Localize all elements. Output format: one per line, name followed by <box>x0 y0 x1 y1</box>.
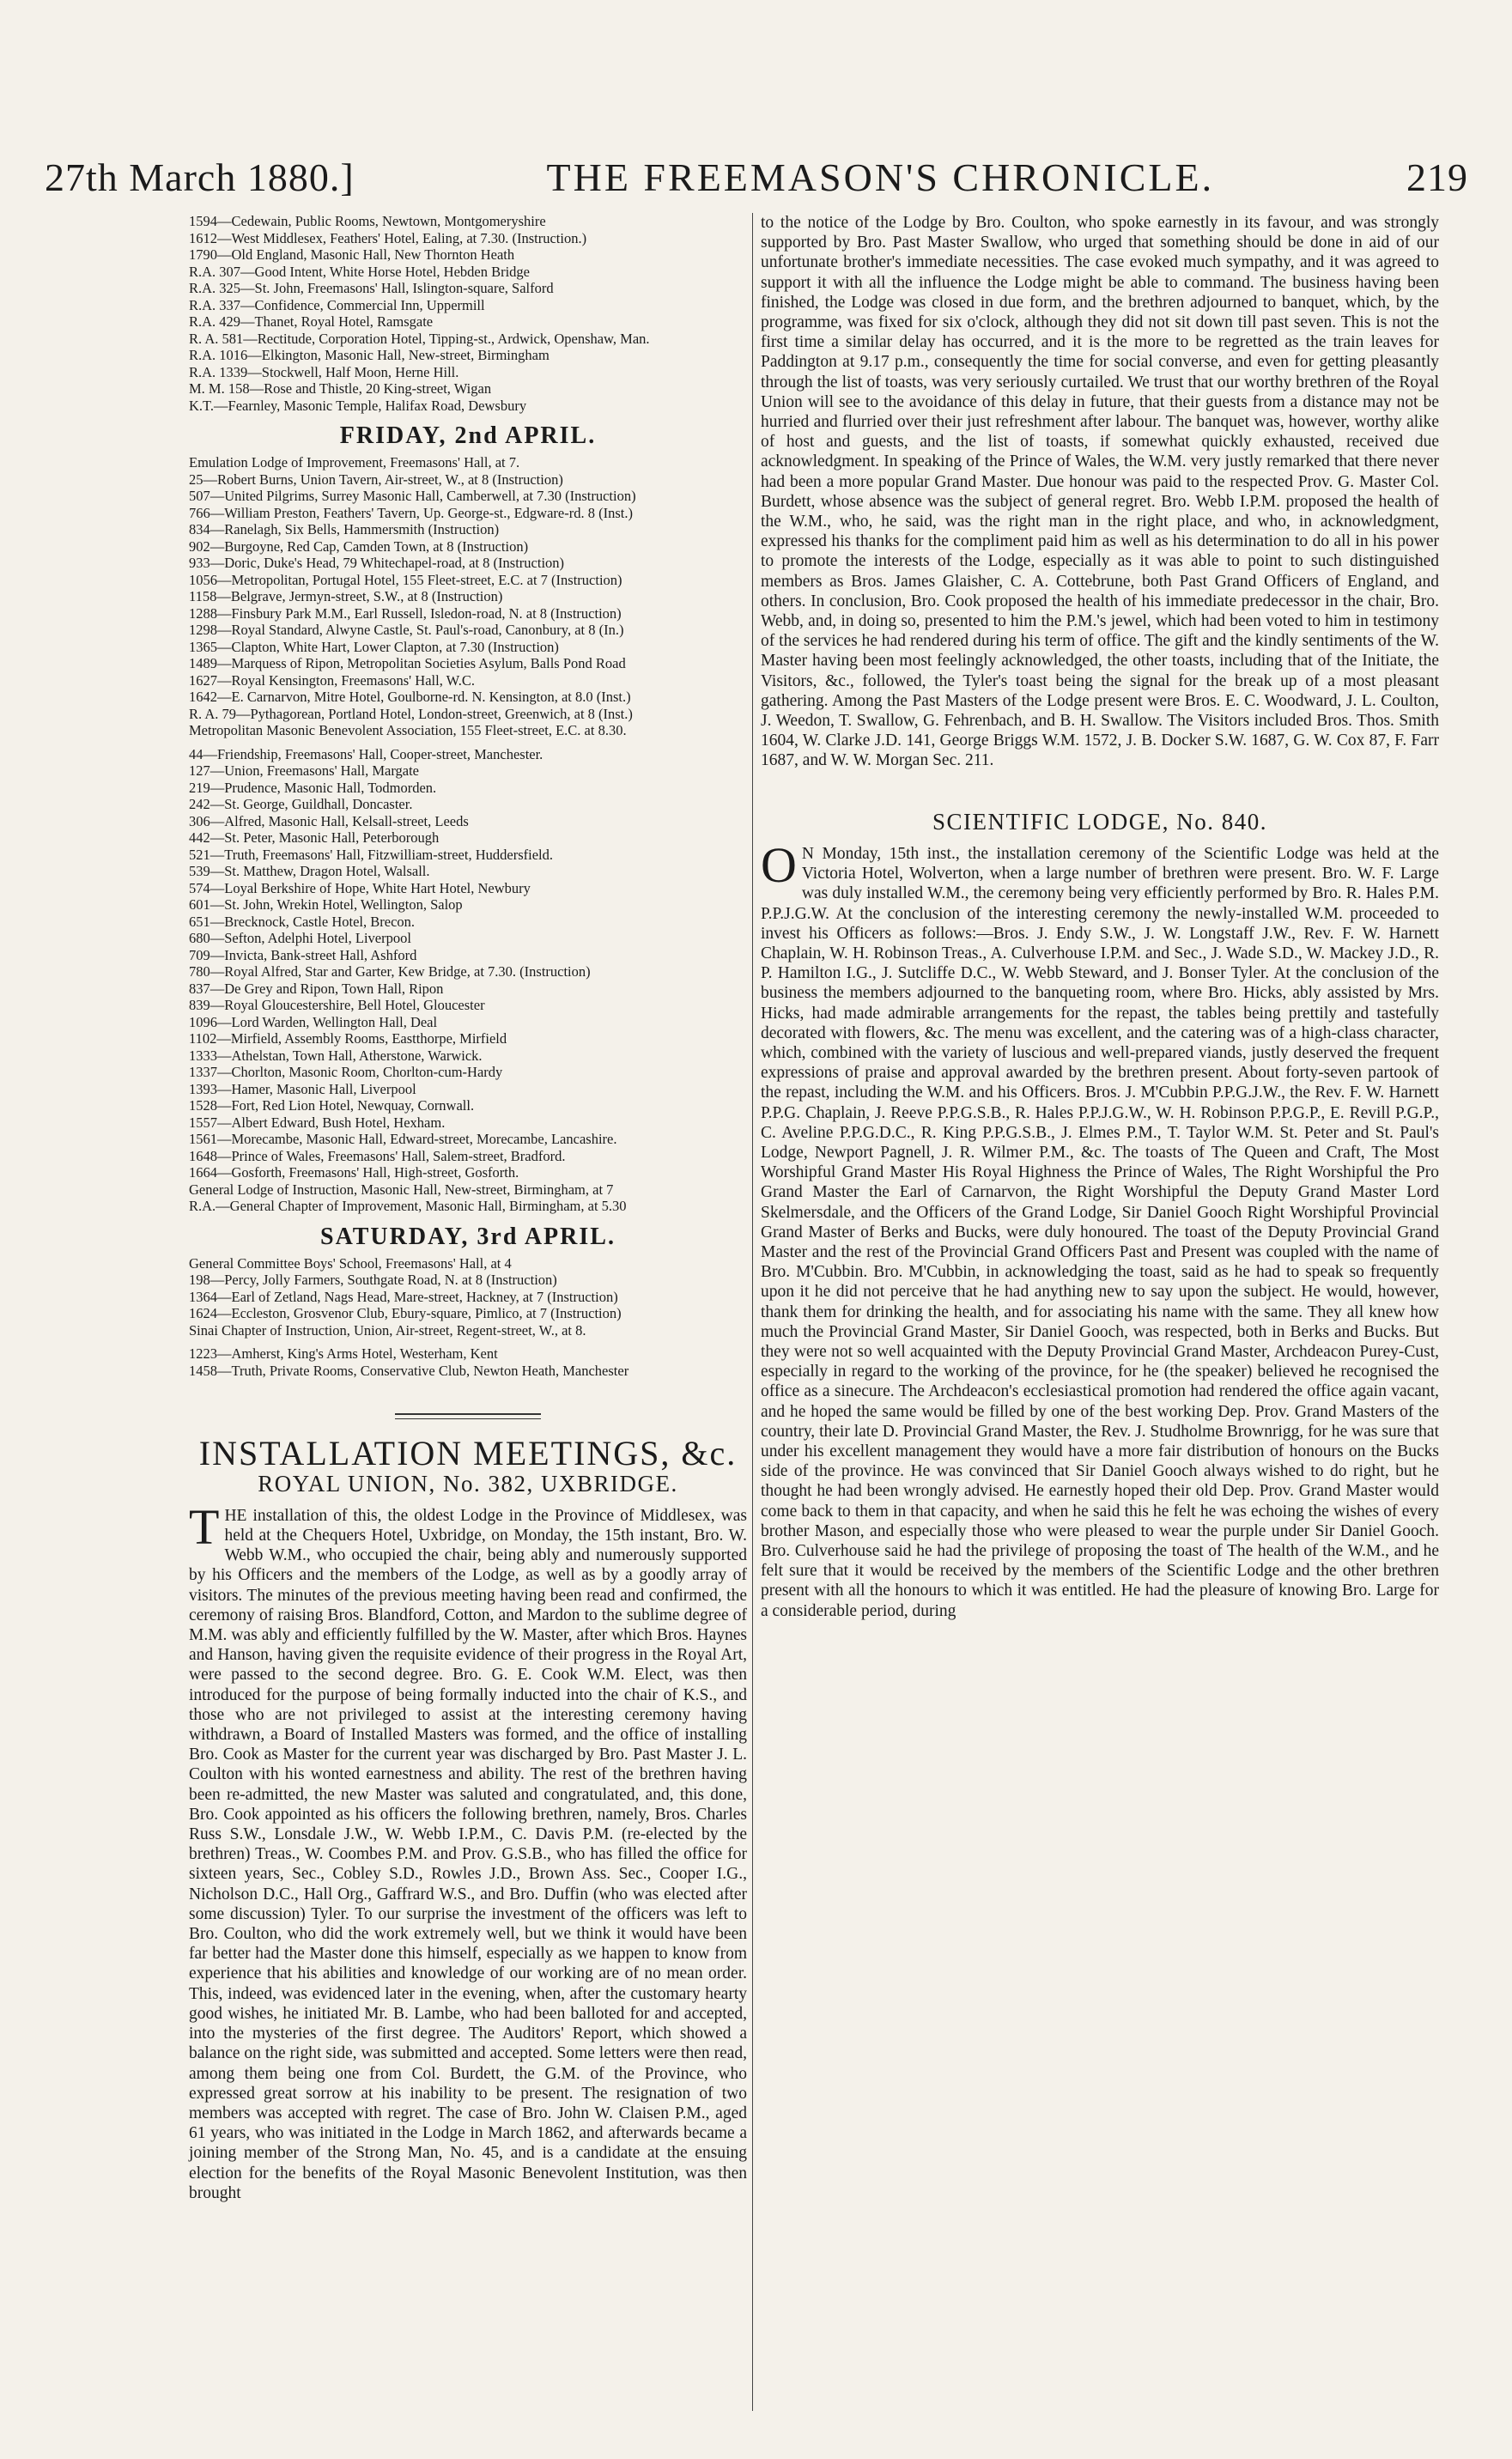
article-heading: ROYAL UNION, No. 382, UXBRIDGE. <box>258 1470 678 1497</box>
list-item: R. A. 581—Rectitude, Corporation Hotel, Tipping-st., Ardwick, Openshaw, Man. <box>189 330 650 347</box>
article-heading: SCIENTIFIC LODGE, No. 840. <box>932 808 1267 835</box>
list-item: 539—St. Matthew, Dragon Hotel, Walsall. <box>189 863 430 880</box>
list-item: 507—United Pilgrims, Surrey Masonic Hall, Camberwell, at 7.30 (Instruction) <box>189 488 636 505</box>
list-item: 1337—Chorlton, Masonic Room, Chorlton-cum-Hardy <box>189 1064 503 1081</box>
drop-cap: T <box>189 1498 220 1555</box>
right-column <box>761 213 1439 1621</box>
list-item: 1642—E. Carnarvon, Mitre Hotel, Goulborne-rd. N. Kensington, at 8.0 (Inst.) <box>189 689 631 706</box>
thursday-listing <box>189 213 747 414</box>
list-item: 1528—Fort, Red Lion Hotel, Newquay, Cornwall. <box>189 1097 475 1114</box>
left-column <box>189 213 747 2203</box>
list-item: 1096—Lord Warden, Wellington Hall, Deal <box>189 1013 438 1030</box>
lead-word: HE <box>224 1506 247 1525</box>
list-item: 1298—Royal Standard, Alwyne Castle, St. Paul's-road, Canonbury, at 8 (In.) <box>189 622 624 639</box>
list-item: 1056—Metropolitan, Portugal Hotel, 155 Fleet-street, E.C. at 7 (Instruction) <box>189 571 622 588</box>
list-item: R.A. 337—Confidence, Commercial Inn, Uppermill <box>189 296 485 313</box>
list-item: 680—Sefton, Adelphi Hotel, Liverpool <box>189 930 411 947</box>
list-item: 442—St. Peter, Masonic Hall, Peterborough <box>189 829 440 847</box>
list-item: 601—St. John, Wrekin Hotel, Wellington, Salop <box>189 896 463 914</box>
list-item: Emulation Lodge of Improvement, Freemasons' Hall, at 7. <box>189 454 520 471</box>
section-divider <box>395 1413 541 1419</box>
article-body <box>761 836 1439 1621</box>
list-item: R.A. 307—Good Intent, White Horse Hotel, Hebden Bridge <box>189 263 530 280</box>
list-item: R.A. 325—St. John, Freemasons' Hall, Islington-square, Salford <box>189 280 554 296</box>
article-body <box>189 1498 747 2203</box>
list-item: R.A. 1016—Elkington, Masonic Hall, New-street, Birmingham <box>189 347 550 363</box>
list-item: 1364—Earl of Zetland, Nags Head, Mare-street, Hackney, at 7 (Instruction) <box>189 1288 618 1305</box>
list-item: 1627—Royal Kensington, Freemasons' Hall, W.C. <box>189 671 475 689</box>
list-item: 902—Burgoyne, Red Cap, Camden Town, at 8 (Instruction) <box>189 537 529 555</box>
list-item: 521—Truth, Freemasons' Hall, Fitzwilliam-street, Huddersfield. <box>189 846 553 863</box>
list-item: R.A. 429—Thanet, Royal Hotel, Ramsgate <box>189 313 434 330</box>
newspaper-title: THE FREEMASON'S CHRONICLE. <box>546 155 1215 199</box>
list-item: 1365—Clapton, White Hart, Lower Clapton, at 7.30 (Instruction) <box>189 638 559 655</box>
drop-cap: O <box>761 836 797 893</box>
masthead <box>45 151 1468 203</box>
list-item: 1561—Morecambe, Masonic Hall, Edward-street, Morecambe, Lancashire. <box>189 1131 617 1148</box>
list-item: R.A.—General Chapter of Improvement, Masonic Hall, Birmingham, at 5.30 <box>189 1198 627 1215</box>
lead-word: N <box>801 844 814 863</box>
list-item: 1624—Eccleston, Grosvenor Club, Ebury-square, Pimlico, at 7 (Instruction) <box>189 1305 622 1322</box>
list-item: 1458—Truth, Private Rooms, Conservative Club, Newton Heath, Manchester <box>189 1362 629 1379</box>
issue-date: 27th March 1880.] <box>45 155 355 199</box>
list-item: R. A. 79—Pythagorean, Portland Hotel, London-street, Greenwich, at 8 (Inst.) <box>189 705 633 722</box>
list-item: K.T.—Fearnley, Masonic Temple, Halifax Road, Dewsbury <box>189 397 527 414</box>
saturday-listing <box>189 1255 747 1380</box>
article-text: installation of this, the oldest Lodge in the Province of Middlesex, was held at the Chequers Hotel, Uxbridge, on Monday, the 15th instant, Bro. W. Webb W.M., who occupied the chair, being ably and numerously supported by his Officers and the members of the Lodge, as well as by a goodly array of visitors. The minutes of the previous meeting having been read and confirmed, the ceremony of raising Bros. Blandford, Cotton, and Mardon to the sublime degree of M.M. was ably and efficiently fulfilled by the W. Master, after which Bros. Haynes and Hanson, having given the requisite evidence of their progress in the Royal Art, were passed to the second degree. Bro. G. E. Cook W.M. Elect, was then introduced for the purpose of being formally inducted into the chair of K.S., and those who are not privileged to assist at the interesting ceremony having withdrawn, a Board of Installed Masters was formed, and the office of installing Bro. Cook as Master for the current year was discharged by Bro. Past Master J. L. Coulton with his wonted earnestness and ability. The rest of the brethren having been re-admitted, the new Master was saluted and congratulated, and, this done, Bro. Cook appointed as his officers the following brethren, namely, Bros. Charles Russ S.W., Lonsdale J.W., W. Webb I.P.M., C. Davis P.M. (re-elected by the brethren) Treas., W. Coombes P.M. and Prov. G.S.B., who has filled the office for sixteen years, Sec., Cobley S.D., Rowles J.D., Brown Ass. Sec., Cooper I.G., Nicholson D.C., Hall Org., Gaffrard W.S., and Bro. Duffin (who was elected after some discussion) Tyler. To our surprise the investment of the officers was left to Bro. Coulton, who did the work extremely well, but we think it would have been far better had the Master done this himself, especially as we happen to know from experience that his abilities and knowledge of our working are of no mean order. This, indeed, was evidenced later in the evening, when, after the customary hearty good wishes, he initiated Mr. B. Lambe, who had been balloted for and accepted, into the mysteries of the first degree. The Auditors' Report, which showed a balance on the right side, was submitted and accepted. Some letters were then read, among them being one from Col. Burdett, the G.M. of the Province, who expressed great sorrow at his inability to be present. The resignation of two members was accepted with regret. The case of Bro. John W. Claisen P.M., aged 61 years, who was initiated in the Lodge in March 1862, and afterwards became a joining member of the Strong Man, No. 45, and is a candidate at the ensuing election for the benefits of the Royal Masonic Benevolent Institution, was then brought <box>189 1506 747 2202</box>
list-item: 1333—Athelstan, Town Hall, Atherstone, Warwick. <box>189 1047 483 1064</box>
list-item: 837—De Grey and Ripon, Town Hall, Ripon <box>189 980 444 997</box>
list-item: 1594—Cedewain, Public Rooms, Newtown, Montgomeryshire <box>189 213 546 229</box>
list-item: 1393—Hamer, Masonic Hall, Liverpool <box>189 1080 416 1097</box>
list-item: 780—Royal Alfred, Star and Garter, Kew Bridge, at 7.30. (Instruction) <box>189 963 591 981</box>
list-item: 766—William Preston, Feathers' Tavern, Up. George-st., Edgware-rd. 8 (Inst.) <box>189 504 633 521</box>
list-spacer <box>189 1339 747 1345</box>
list-item: 44—Friendship, Freemasons' Hall, Cooper-street, Manchester. <box>189 745 543 762</box>
column-divider <box>752 213 753 2411</box>
list-item: 709—Invicta, Bank-street Hall, Ashford <box>189 946 417 963</box>
list-item: 1664—Gosforth, Freemasons' Hall, High-street, Gosforth. <box>189 1164 519 1181</box>
list-item: General Committee Boys' School, Freemasons' Hall, at 4 <box>189 1254 512 1272</box>
friday-heading: FRIDAY, 2nd APRIL. <box>339 422 597 449</box>
list-item: 127—Union, Freemasons' Hall, Margate <box>189 762 419 780</box>
list-item: 1790—Old England, Masonic Hall, New Thornton Heath <box>189 246 515 263</box>
list-item: M. M. 158—Rose and Thistle, 20 King-street, Wigan <box>189 380 492 397</box>
list-item: 933—Doric, Duke's Head, 79 Whitechapel-road, at 8 (Instruction) <box>189 555 565 572</box>
list-item: 839—Royal Gloucestershire, Bell Hotel, Gloucester <box>189 997 485 1014</box>
list-item: 242—St. George, Guildhall, Doncaster. <box>189 796 413 813</box>
list-item: 306—Alfred, Masonic Hall, Kelsall-street, Leeds <box>189 812 469 829</box>
list-item: 651—Brecknock, Castle Hotel, Brecon. <box>189 913 416 930</box>
list-item: 198—Percy, Jolly Farmers, Southgate Road, N. at 8 (Instruction) <box>189 1272 557 1289</box>
section-heading: INSTALLATION MEETINGS, &c. <box>198 1434 738 1473</box>
list-item: 25—Robert Burns, Union Tavern, Air-street, W., at 8 (Instruction) <box>189 471 563 488</box>
article-continuation: to the notice of the Lodge by Bro. Coulton, who spoke earnestly in its favour, and was strongly supported by Bro. Past Master Swallow, who urged that something should be done in aid of our unfortunate brother's immediate necessities. The case evoked much sympathy, and it was agreed to support it with all the influence the Lodge might be able to command. The business having been finished, the Lodge was closed in due form, and the brethren adjourned to banquet, which, by the programme, was fixed for six o'clock, although they did not sit down till past seven. This is not the first time a similar delay has occurred, and it is the more to be regretted as the train leaves for Paddington at 9.17 p.m., consequently the time for social converse, and even for getting pleasantly through the list of toasts, was very seriously curtailed. We trust that our worthy brethren of the Royal Union will see to the avoidance of this delay in future, that their guests from a distance may not be hurried and flurried over their just refreshment after labour. The banquet was, however, worthy alike of host and guests, and the list of toasts, if somewhat quickly exhausted, received due acknowledgment. In speaking of the Prince of Wales, the W.M. very justly remarked that there never had been a more popular Grand Master. Due honour was paid to the respected Prov. G. Master Col. Burdett, whose absence was the subject of general regret. Bro. Webb I.P.M. proposed the health of the W.M., who, he said, was the right man in the right place, and who, in acknowledgment, expressed his thanks for the compliment paid him as well as his determination to do all in his power to promote the interests of the Lodge, especially as it was able to point to such distinguished members as Bros. James Glaisher, C. A. Cottebrune, both Past Grand Officers of England, and others. In conclusion, Bro. Cook proposed the health of his immediate predecessor in the chair, Bro. Webb, and, in doing so, presented to him the P.M.'s jewel, which had been voted to him in testimony of the services he had rendered during his term of office. The gift and the kindly sentiments of the W. Master having been most feelingly acknowledged, the other toasts, including that of the Initiate, the Visitors, &c., followed, the Tyler's toast being the signal for the break up of a most pleasant gathering. Among the Past Masters of the Lodge present were Bros. E. C. Woodward, J. L. Coulton, J. Weedon, T. Swallow, G. Fehrenbach, and B. H. Swallow. The Visitors included Bros. Thos. Smith 1604, W. Clarke J.D. 141, George Briggs W.M. 1572, J. B. Docker S.W. 1687, G. W. Cox 87, F. Farr 1687, and W. W. Morgan Sec. 211. <box>761 214 1439 770</box>
saturday-heading: SATURDAY, 3rd APRIL. <box>320 1223 616 1250</box>
list-item: 1648—Prince of Wales, Freemasons' Hall, Salem-street, Bradford. <box>189 1147 566 1164</box>
list-item: 219—Prudence, Masonic Hall, Todmorden. <box>189 779 437 796</box>
list-item: 1158—Belgrave, Jermyn-street, S.W., at 8 (Instruction) <box>189 588 503 605</box>
list-item: 1288—Finsbury Park M.M., Earl Russell, Isledon-road, N. at 8 (Instruction) <box>189 604 622 622</box>
list-item: 1612—West Middlesex, Feathers' Hotel, Ealing, at 7.30. (Instruction.) <box>189 229 587 246</box>
list-item: 574—Loyal Berkshire of Hope, White Hart Hotel, Newbury <box>189 879 531 896</box>
list-spacer <box>189 739 747 746</box>
list-item: Sinai Chapter of Instruction, Union, Air-street, Regent-street, W., at 8. <box>189 1321 586 1339</box>
article-text: Monday, 15th inst., the installation ceremony of the Scientific Lodge was held at the Victoria Hotel, Wolverton, when a large number of brethren were present. Bro. W. F. Large was duly installed W.M., the ceremony being very efficiently performed by Bro. R. Hales P.M. P.P.J.G.W. At the conclusion of the interesting ceremony the newly-installed W.M. proceeded to invest his Officers as follows:—Bros. J. Endy S.W., J. W. Longstaff J.W., Rev. F. W. Harnett Chaplain, W. H. Robinson Treas., A. Culverhouse I.P.M. and Sec., J. Wade S.D., W. Mackey J.D., R. P. Hamilton I.G., J. Sutcliffe D.C., W. Webb Steward, and J. Bonser Tyler. At the conclusion of the business the members adjourned to the banqueting room, where Bro. Hicks, ably assisted by Mrs. Hicks, had made admirable arrangements for the repast, the tables being prettily and tastefully decorated with flowers, &c. The menu was excellent, and the catering was of a high-class character, which, combined with the variety of luscious and well-prepared viands, justly deserved the frequent expressions of praise and approval awarded by the brethren present. About forty-seven partook of the repast, including the W.M. and his Officers. Bros. J. M'Cubbin P.P.G.J.W., the Rev. F. W. Harnett P.P.G. Chaplain, J. Reeve P.P.G.S.B., R. Hales P.P.J.G.W., W. H. Robinson P.P.G.P., E. Revill P.G.P., C. Aveline P.P.G.D.C., R. King P.P.G.S.B., J. Elmes P.M., T. Taylor W.M. St. Peter and St. Paul's Lodge, Newport Pagnell, J. R. Wilmer P.M., &c. The toasts of The Queen and Craft, The Most Worshipful Grand Master His Royal Highness the Prince of Wales, The Right Worshipful the Pro Grand Master the Earl of Carnarvon, the Right Worshipful the Deputy Grand Master Lord Skelmersdale, and the Officers of the Grand Lodge, Sir Daniel Gooch Right Worshipful Provincial Grand Master of Berks and Bucks, were duly honoured. The toast of the Deputy Provincial Grand Master and the rest of the Provincial Grand Officers Past and Present was coupled with the name of Bro. M'Cubbin. Bro. M'Cubbin, in acknowledging the toast, said as he had to speak so frequently upon it he did not perceive that he had anything new to say upon the subject. He would, however, thank them for drinking the health, and for associating his name with the same. They all knew how much the Provincial Grand Master, Sir Daniel Gooch, was respected, both in Berks and Bucks. But they were not so well acquainted with the Deputy Provincial Grand Master, Archdeacon Purey-Cust, especially in regard to the working of the province, for he (the speaker) believed he recognised the office as a sinecure. The Archdeacon's ecclesiastical promotion had rendered the office again vacant, and he hoped the same would be filled by one of the best working Dep. Prov. Grand Masters of the country, their late D. Provincial Grand Master, the Rev. J. Studholme Brownrigg, for he was sure that under his excellent management they would have a more fair distribution of honours on the Bucks side of the province. He was convinced that Sir Daniel Gooch always wished to do right, but he thought he had been wrongly advised. He earnestly hoped their old Dep. Prov. Grand Master would come back to them in that capacity, and when he said this he felt he was echoing the wishes of every brother Mason, and especially those who were pleased to wear the purple under Sir Daniel Gooch. Bro. Culverhouse said he had the privilege of proposing the toast of The health of the W.M., and he felt sure that it would be received by the members of the Scientific Lodge and the other brethren present with all the honours to which it was entitled. He had the pleasure of knowing Bro. Large for a considerable period, during <box>761 844 1439 1620</box>
list-item: 1223—Amherst, King's Arms Hotel, Westerham, Kent <box>189 1345 498 1363</box>
list-item: Metropolitan Masonic Benevolent Association, 155 Fleet-street, E.C. at 8.30. <box>189 722 627 739</box>
page-number: 219 <box>1406 155 1468 199</box>
list-item: 1557—Albert Edward, Bush Hotel, Hexham. <box>189 1114 446 1131</box>
friday-listing <box>189 454 747 1215</box>
list-item: 1489—Marquess of Ripon, Metropolitan Societies Asylum, Balls Pond Road <box>189 655 626 672</box>
list-item: R.A. 1339—Stockwell, Half Moon, Herne Hill. <box>189 363 459 380</box>
list-item: General Lodge of Instruction, Masonic Hall, New-street, Birmingham, at 7 <box>189 1181 614 1198</box>
list-item: 834—Ranelagh, Six Bells, Hammersmith (Instruction) <box>189 521 500 538</box>
list-item: 1102—Mirfield, Assembly Rooms, Eastthorpe, Mirfield <box>189 1030 507 1047</box>
